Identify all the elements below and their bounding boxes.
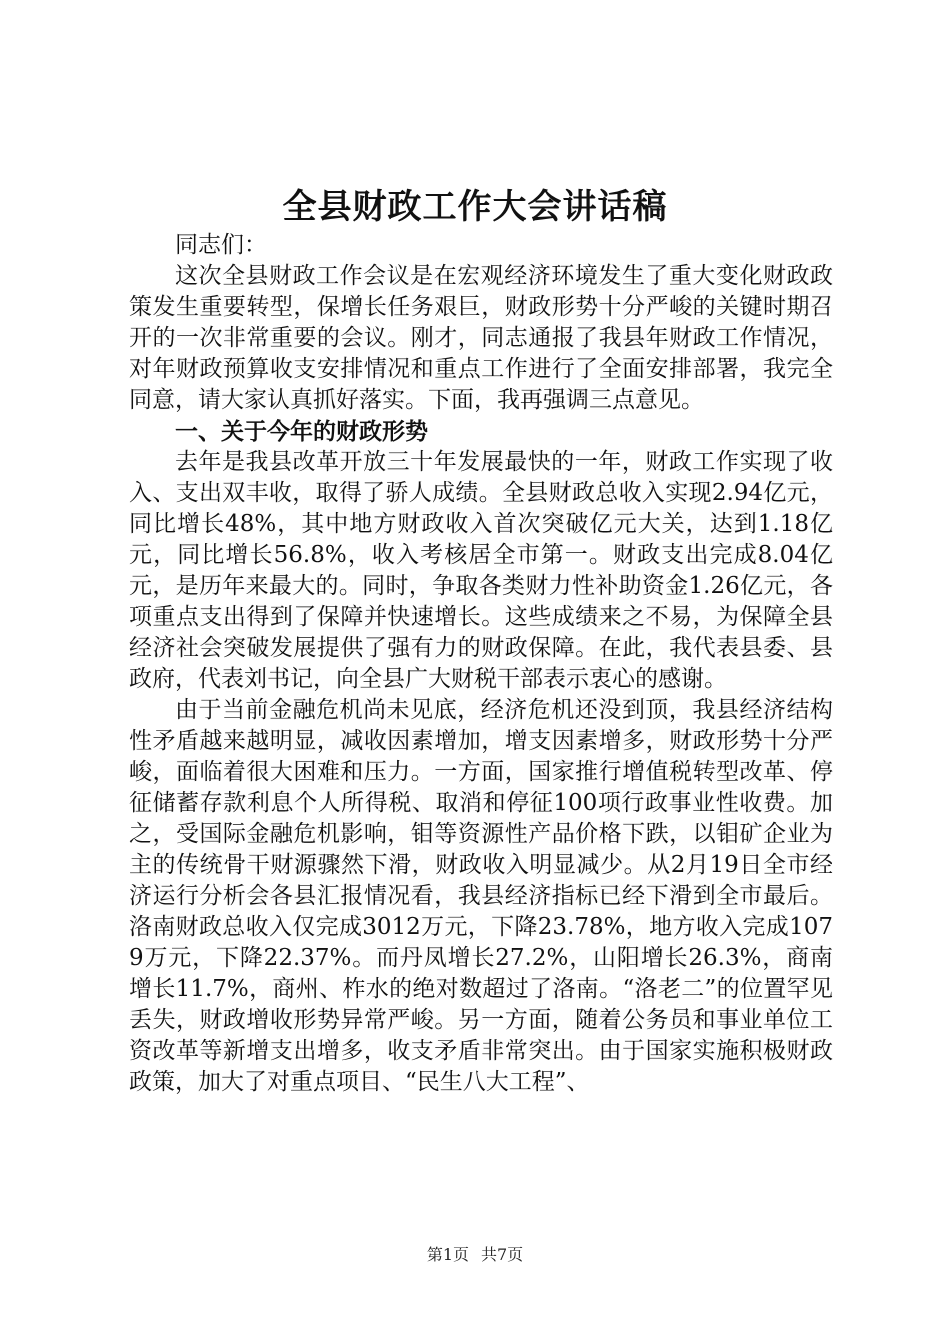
paragraph-achievements: 去年是我县改革开放三十年发展最快的一年，财政工作实现了收入、支出双丰收，取得了骄人成绩。全县财政总收入实现2.94亿元，同比增长48%，其中地方财政收入首次突破亿元大关，达到1.18亿元，同比增长56.8%，收入考核居全市第一。财政支出完成8.04亿元，是历年来最大的。同时，争取各类财力性补助资金1.26亿元，各项重点支出得到了保障并快速增长。这些成绩来之不易，为保障全县经济社会突破发展提供了强有力的财政保障。在此，我代表县委、县政府，代表刘书记，向全县广大财税干部表示衷心的感谢。 — [129, 449, 833, 692]
salutation: 同志们： — [175, 232, 267, 258]
page-total: 共7页 — [481, 1245, 524, 1264]
paragraph-intro: 这次全县财政工作会议是在宏观经济环境发生了重大变化财政政策发生重要转型，保增长任务艰巨，财政形势十分严峻的关键时期召开的一次非常重要的会议。刚才，同志通报了我县年财政工作情况，对年财政预算收支安排情况和重点工作进行了全面安排部署，我完全同意，请大家认真抓好落实。下面，我再强调三点意见。 — [129, 263, 833, 413]
document-title: 全县财政工作大会讲话稿 — [282, 187, 668, 227]
page-footer — [0, 1244, 950, 1266]
paragraph-situation: 由于当前金融危机尚未见底，经济危机还没到顶，我县经济结构性矛盾越来越明显，减收因素增加，增支因素增多，财政形势十分严峻，面临着很大困难和压力。一方面，国家推行增值税转型改革、停征储蓄存款利息个人所得税、取消和停征100项行政事业性收费。加之，受国际金融危机影响，钼等资源性产品价格下跌，以钼矿企业为主的传统骨干财源骤然下滑，财政收入明显减少。从2月19日全市经济运行分析会各县汇报情况看，我县经济指标已经下滑到全市最后。洛南财政总收入仅完成3012万元，下降23.78%，地方收入完成1079万元，下降22.37%。而丹凤增长27.2%，山阳增长26.3%，商南增长11.7%，商州、柞水的绝对数超过了洛南。“洛老二”的位置罕见丢失，财政增收形势异常严峻。另一方面，随着公务员和事业单位工资改革等新增支出增多，收支矛盾非常突出。由于国家实施积极财政政策，加大了对重点项目、“民生八大工程”、 — [129, 697, 833, 1095]
page-number: 第1页 — [426, 1245, 469, 1264]
document-body — [129, 230, 833, 1098]
section-heading: 一、关于今年的财政形势 — [175, 418, 428, 445]
